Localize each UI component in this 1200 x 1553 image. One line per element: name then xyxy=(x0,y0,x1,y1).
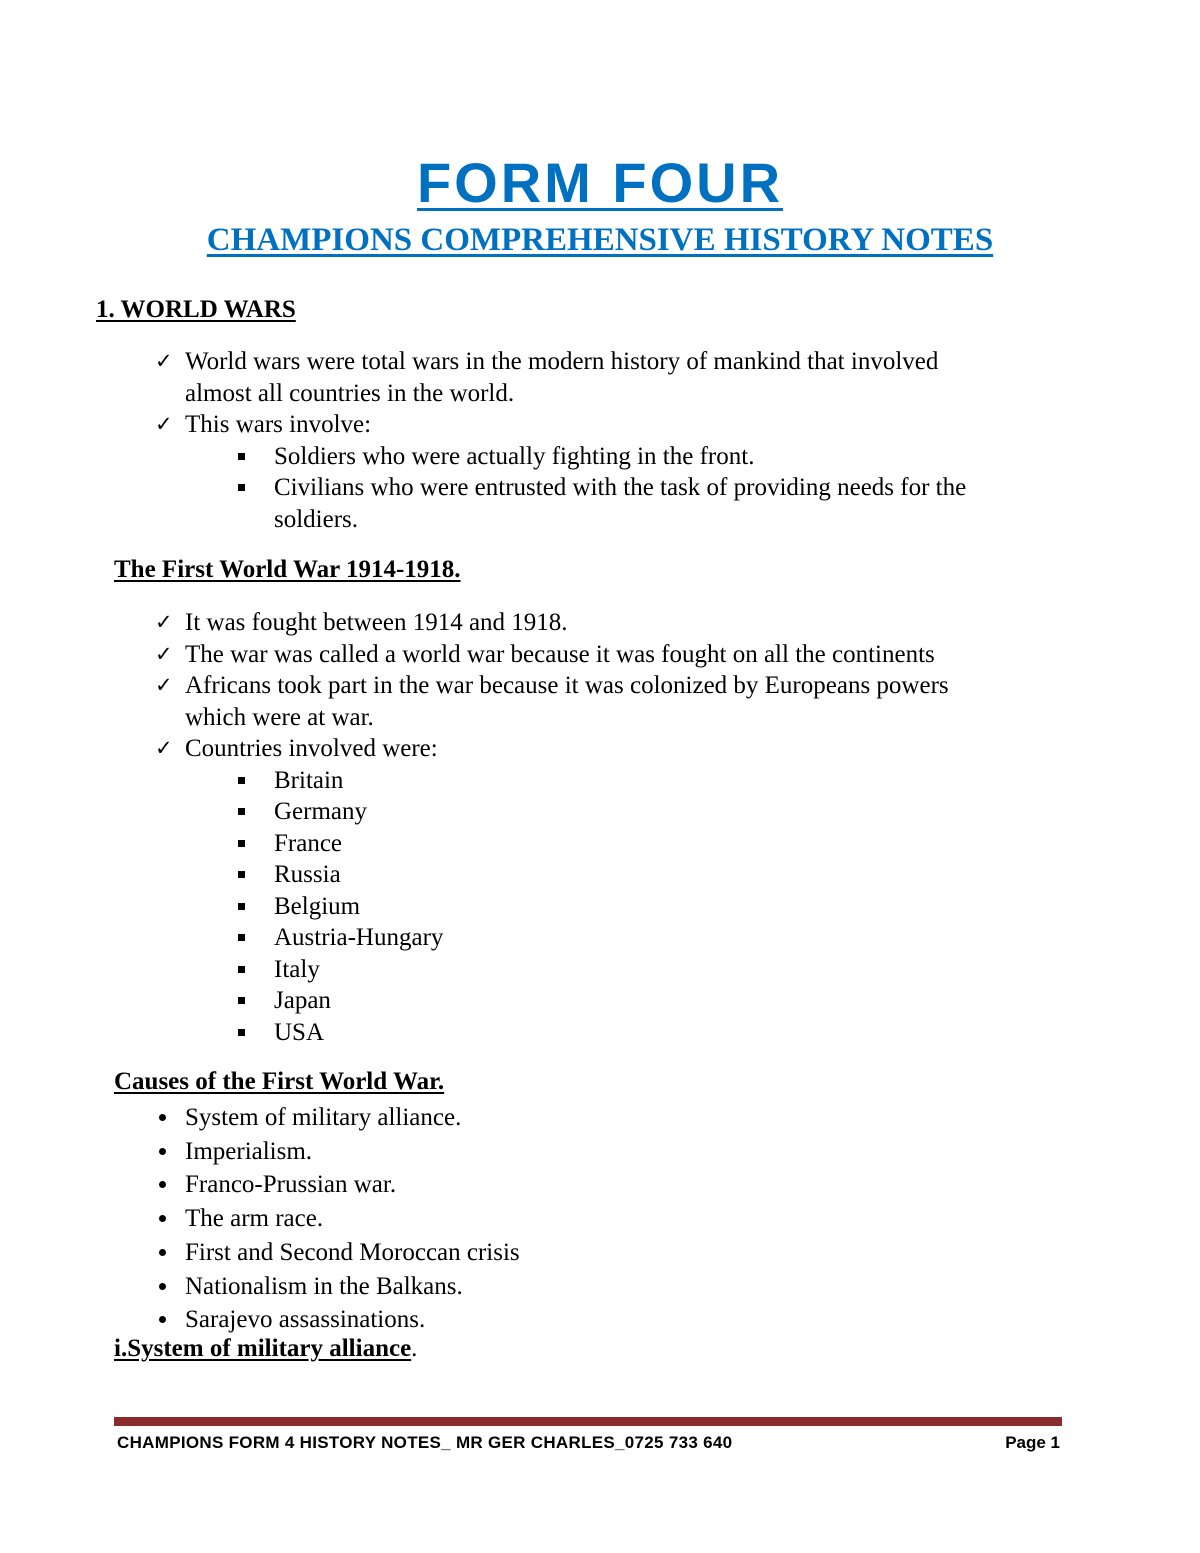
list-item: ✓ It was fought between 1914 and 1918. xyxy=(114,607,1074,639)
country-item: Russia xyxy=(114,859,1074,891)
cause-item: The arm race. xyxy=(114,1202,1074,1236)
sub-list-item-continued: soldiers. xyxy=(274,505,359,533)
square-bullet-icon xyxy=(238,453,245,460)
footer-divider xyxy=(114,1417,1062,1426)
square-bullet-icon xyxy=(238,934,245,941)
square-bullet-icon xyxy=(238,484,245,491)
list-item: ✓ Africans took part in the war because it was colonized by Europeans powers xyxy=(114,670,1074,702)
country-item: Italy xyxy=(114,954,1074,986)
square-bullet-icon xyxy=(238,871,245,878)
country-item: Belgium xyxy=(114,891,1074,923)
list-item-continued: which were at war. xyxy=(185,703,374,731)
sub-list-item: Soldiers who were actually fighting in the front. xyxy=(114,441,1074,473)
country-item: Japan xyxy=(114,985,1074,1017)
square-bullet-icon xyxy=(238,997,245,1004)
square-bullet-icon xyxy=(238,777,245,784)
sub-list-item: Civilians who were entrusted with the task of providing needs for the xyxy=(114,472,1074,504)
cause-item: System of military alliance. xyxy=(114,1101,1074,1135)
list-item: ✓ World wars were total wars in the modern history of mankind that involved xyxy=(114,346,1074,378)
world-wars-list xyxy=(114,346,1074,535)
list-item: ✓ The war was called a world war because it was fought on all the continents xyxy=(114,639,1074,671)
country-item: Britain xyxy=(114,765,1074,797)
cause-item: Nationalism in the Balkans. xyxy=(114,1270,1074,1304)
country-item: Germany xyxy=(114,796,1074,828)
document-title: FORM FOUR xyxy=(416,151,784,214)
square-bullet-icon xyxy=(238,840,245,847)
page-number: Page 1 xyxy=(1005,1433,1060,1452)
dot-bullet-icon xyxy=(159,1249,166,1256)
causes-list xyxy=(114,1101,1074,1337)
list-item: ✓ Countries involved were: xyxy=(114,733,1074,765)
cause-item: Sarajevo assassinations. xyxy=(114,1303,1074,1337)
dot-bullet-icon xyxy=(159,1215,166,1222)
square-bullet-icon xyxy=(238,1029,245,1036)
list-item: ✓ This wars involve: xyxy=(114,409,1074,441)
document-subtitle: CHAMPIONS COMPREHENSIVE HISTORY NOTES xyxy=(206,222,994,258)
checkmark-icon: ✓ xyxy=(155,641,173,666)
country-item: Austria-Hungary xyxy=(114,922,1074,954)
checkmark-icon: ✓ xyxy=(155,736,173,760)
checkmark-icon: ✓ xyxy=(155,673,173,697)
list-item-continued: almost all countries in the world. xyxy=(185,379,515,407)
footer-text: CHAMPIONS FORM 4 HISTORY NOTES_ MR GER CHARLES_0725 733 640 xyxy=(117,1433,733,1452)
country-item: France xyxy=(114,828,1074,860)
square-bullet-icon xyxy=(238,903,245,910)
section-heading-causes: Causes of the First World War. xyxy=(114,1068,445,1095)
country-item: USA xyxy=(114,1017,1074,1049)
dot-bullet-icon xyxy=(159,1181,166,1188)
dot-bullet-icon xyxy=(159,1316,166,1323)
section-heading-world-wars: 1. WORLD WARS xyxy=(96,296,296,323)
square-bullet-icon xyxy=(238,966,245,973)
cause-item: First and Second Moroccan crisis xyxy=(114,1236,1074,1270)
square-bullet-icon xyxy=(238,808,245,815)
dot-bullet-icon xyxy=(159,1283,166,1290)
section-heading-first-world-war: The First World War 1914-1918. xyxy=(114,556,461,583)
subsection-heading: i.System of military alliance. xyxy=(114,1335,418,1362)
first-world-war-list xyxy=(114,607,1074,1048)
checkmark-icon: ✓ xyxy=(155,610,173,634)
checkmark-icon: ✓ xyxy=(155,349,173,373)
cause-item: Imperialism. xyxy=(114,1135,1074,1169)
cause-item: Franco-Prussian war. xyxy=(114,1168,1074,1202)
dot-bullet-icon xyxy=(159,1114,166,1121)
dot-bullet-icon xyxy=(159,1148,166,1155)
checkmark-icon: ✓ xyxy=(155,412,173,436)
